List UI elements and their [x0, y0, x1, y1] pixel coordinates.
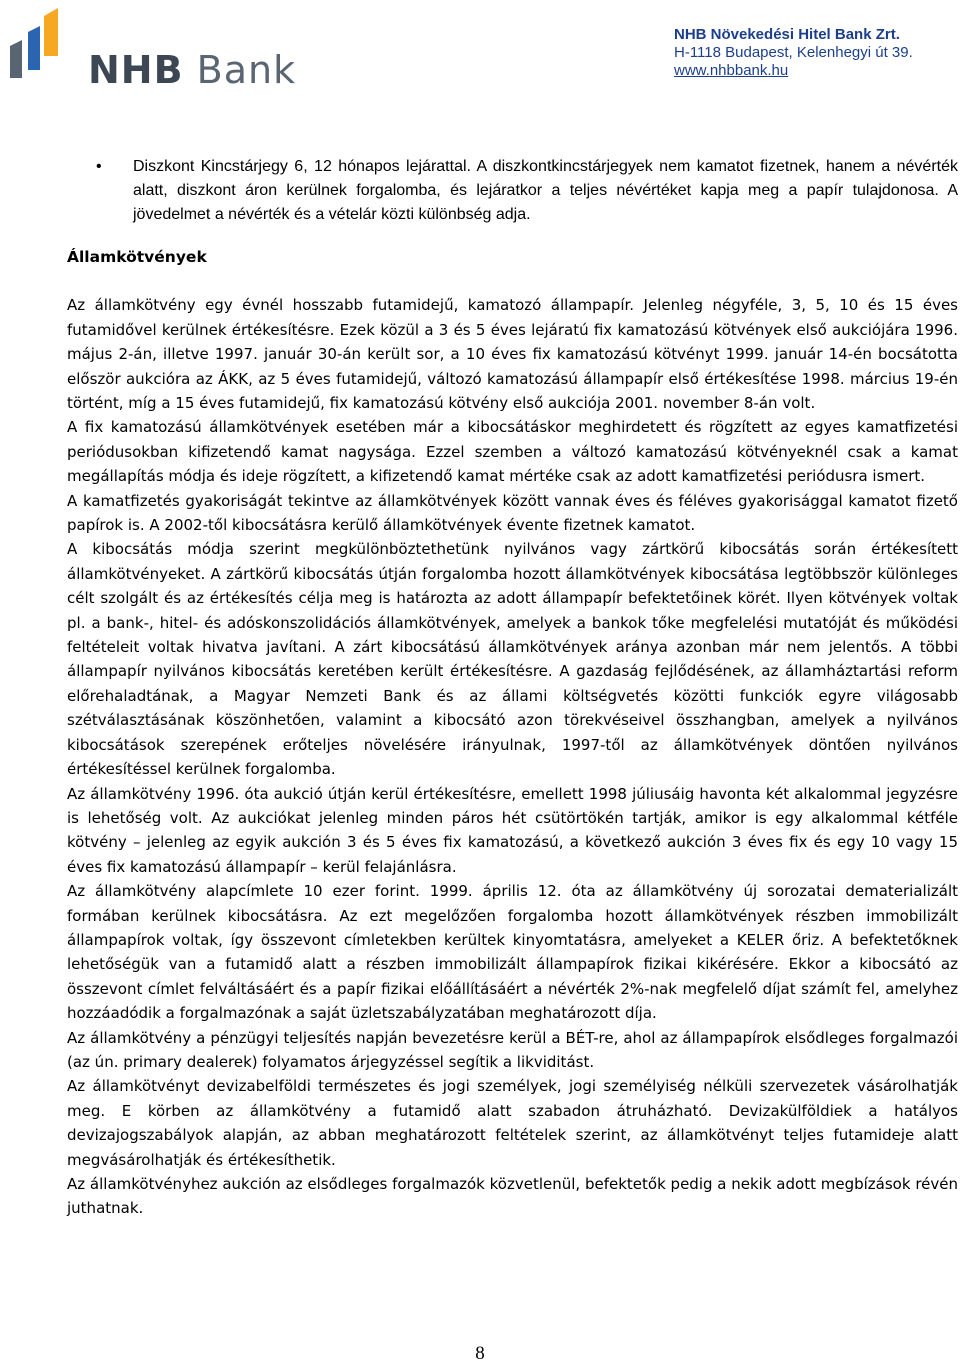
paragraph: A kibocsátás módja szerint megkülönböztethetünk nyilvános vagy zártkörű kibocsátás során értékesített államkötvényeket. A zártkörű kibocsátás útján forgalomba hozott államkötvények kibocsátása legtöbbször különleges célt szolgált és az értékesítés célja meg is határozta az adott állampapír befektetőinek körét. Ilyen kötvények voltak pl. a bank-, hitel- és adóskonszolidációs államkötvények, amelyek a bankok tőke megfelelési mutatóját és működési feltételeit voltak hivatva javítani. A zárt kibocsátású államkötvények aránya azonban már nem jelentős. A többi állampapír nyilvános kibocsátás keretében került értékesítésre. A gazdaság fejlődésének, az államháztartási reform előrehaladtának, a Magyar Nemzeti Bank és az állami költségvetés közötti funkciók egyre világosabb szétválasztásának köszönhetően, valamint a kibocsátó azon törekvéseivel összhangban, amelyek a nyilvános kibocsátások szerepének erőteljes növelésére irányulnak, 1997-től az államkötvények döntően nyilvános értékesítéssel kerülnek forgalomba. — [67, 540, 958, 779]
paragraph: Az államkötvény alapcímlete 10 ezer forint. 1999. április 12. óta az államkötvény új sorozatai dematerializált formában kerülnek kibocsátásra. Az ezt megelőzően forgalomba hozott államkötvények részben immobilizált állampapírok voltak, így összevont címletekben kerültek kinyomtatásra, amelyeket a KELER őriz. A befektetőknek lehetőségük van a futamidő alatt a részben immobilizált állampapírok fizikai kikérésére. Ekkor a kibocsátó az összevont címlet felváltásáért és a papír fizikai előállításáért a névérték 2%-nak megfelelő díjat számít fel, amelyhez hozzáadódik a forgalmazónak a saját üzletszabályzatában meghatározott díja. — [67, 882, 958, 1023]
section-heading: Államkötvények — [67, 248, 207, 267]
paragraph: Az államkötvényhez aukción az elsődleges forgalmazók közvetlenül, befektetők pedig a nekik adott megbízások révén juthatnak. — [67, 1175, 958, 1218]
bullet-item — [67, 155, 958, 226]
company-website-link[interactable]: www.nhbbank.hu — [674, 62, 789, 79]
paragraph: Az államkötvény 1996. óta aukció útján kerül értékesítésre, emellett 1998 júliusáig havonta két alkalommal jegyzésre is lehetőség volt. Az aukciókat jelenleg minden páros hét csütörtökén tartják, amikor is egy alkalommal kétféle kötvény – jelenleg az egyik aukción 3 és 5 éves fix kamatozású, a következő aukción 3 éves fix és egy 10 vagy 15 éves fix kamatozású állampapír – kerül felajánlásra. — [67, 784, 958, 876]
intro-paragraph: Az államkötvény egy évnél hosszabb futamidejű, kamatozó állampapír. Jelenleg négyféle, 3, 5, 10 és 15 éves futamidővel kerülnek értékesítésre. Ezek közül a 3 és 5 éves lejáratú fix kamatozású kötvények első aukciójára 1996. május 2-án, illetve 1997. január 30-án került sor, a 10 éves fix kamatozású kötvényt 1999. január 14-én bocsátotta először aukcióra az ÁKK, az 5 éves futamidejű, változó kamatozású állampapír első értékesítése 1998. március 19-én történt, míg a 15 éves futamidejű, fix kamatozású kötvény első aukciója 2001. november 8-án volt. — [67, 296, 958, 413]
bullet-symbol: • — [96, 158, 102, 175]
paragraph: A kamatfizetés gyakoriságát tekintve az államkötvények között vannak éves és féléves gyakorisággal kamatot fizető papírok is. A 2002-től kibocsátásra kerülő államkötvények évente fizetnek kamatot. — [67, 491, 958, 535]
page-number: 8 — [475, 1343, 485, 1364]
logo-mark-icon — [6, 6, 84, 86]
logo-suffix: Bank — [183, 48, 297, 92]
company-info — [674, 26, 954, 80]
company-address: H-1118 Budapest, Kelenhegyi út 39. — [674, 44, 913, 61]
company-name: NHB Növekedési Hitel Bank Zrt. — [674, 26, 900, 43]
paragraph: A fix kamatozású államkötvények esetében már a kibocsátáskor meghirdetett és rögzített az egyes kamatfizetési periódusokban kifizetendő kamat nagysága. Ezzel szemben a változó kamatozású kötvényeknél csak a kamat megállapítás módja és ideje rögzített, a kifizetendő kamat mértéke csak az adott kamatfizetési periódusra ismert. — [67, 418, 958, 486]
bullet-text: Diszkont Kincstárjegy 6, 12 hónapos lejárattal. A diszkontkincstárjegyek nem kamatot fizetnek, hanem a névérték alatt, diszkont áron kerülnek forgalomba, és lejáratkor a teljes névértéket kapja meg a papír tulajdonosa. A jövedelmet a névérték és a vételár közti különbség adja. — [133, 158, 958, 223]
paragraph: Az államkötvény a pénzügyi teljesítés napján bevezetésre kerül a BÉT-re, ahol az állampapírok elsődleges forgalmazói (az ún. primary dealerek) folyamatos árjegyzéssel segítik a likviditást. — [67, 1028, 958, 1071]
document-body — [67, 155, 958, 1221]
logo-wordmark — [88, 48, 296, 92]
logo-prefix: NHB — [88, 48, 184, 92]
paragraph: Az államkötvényt devizabelföldi természetes és jogi személyek, jogi személyiség nélküli szervezetek vásárolhatják meg. E körben az államkötvény a futamidő alatt szabadon átruházható. Devizakülföldiek a hatályos devizajogszabályok alapján, az abban meghatározott feltételek szerint, az államkötvényt teljes futamideje alatt megvásárolhatják és értékesíthetik. — [67, 1077, 958, 1169]
nhb-bank-logo — [6, 6, 297, 92]
